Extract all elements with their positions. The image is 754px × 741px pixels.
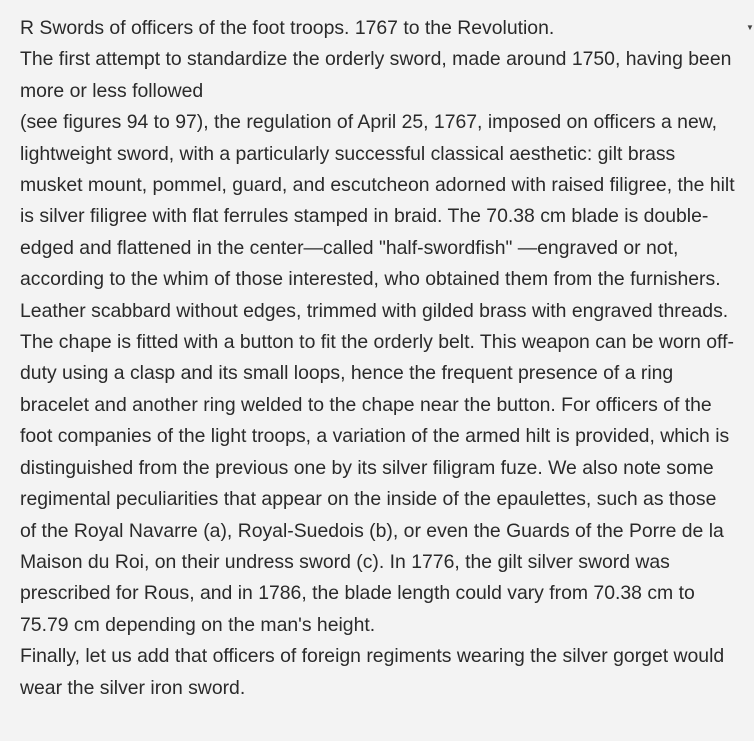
scroll-arrow-icon: ▼	[746, 23, 754, 32]
paragraph-closing: Finally, let us add that officers of foreign regiments wearing the silver gorget would wear the silver iron sword.	[20, 645, 725, 699]
document-title: R Swords of officers of the foot troops. 1767 to the Revolution.	[20, 17, 555, 39]
document-text	[20, 13, 736, 704]
paragraph-main: (see figures 94 to 97), the regulation of April 25, 1767, imposed on officers a new, lightweight sword, with a particularly successful classical aesthetic: gilt brass musket mount, pommel, guard, and escutcheon adorned with raised filigree, the hilt is silver filigree with flat ferrules stamped in braid. The 70.38 cm blade is double-edged and flattened in the center—called "half-swordfish" —engraved or not, according to the whim of those interested, who obtained them from the furnishers. Leather scabbard without edges, trimmed with gilded brass with engraved threads. The chape is fitted with a button to fit the orderly belt. This weapon can be worn off-duty using a clasp and its small loops, hence the frequent presence of a ring bracelet and another ring welded to the chape near the button. For officers of the foot companies of the light troops, a variation of the armed hilt is provided, which is distinguished from the previous one by its silver filigram fuze. We also note some regimental peculiarities that appear on the inside of the epaulettes, such as those of the Royal Navarre (a), Royal-Suedois (b), or even the Guards of the Porre de la Maison du Roi, on their undress sword (c). In 1776, the gilt silver sword was prescribed for Rous, and in 1786, the blade length could vary from 70.38 cm to 75.79 cm depending on the man's height.	[20, 111, 735, 636]
paragraph-intro: The first attempt to standardize the orderly sword, made around 1750, having been more or less followed	[20, 48, 732, 102]
